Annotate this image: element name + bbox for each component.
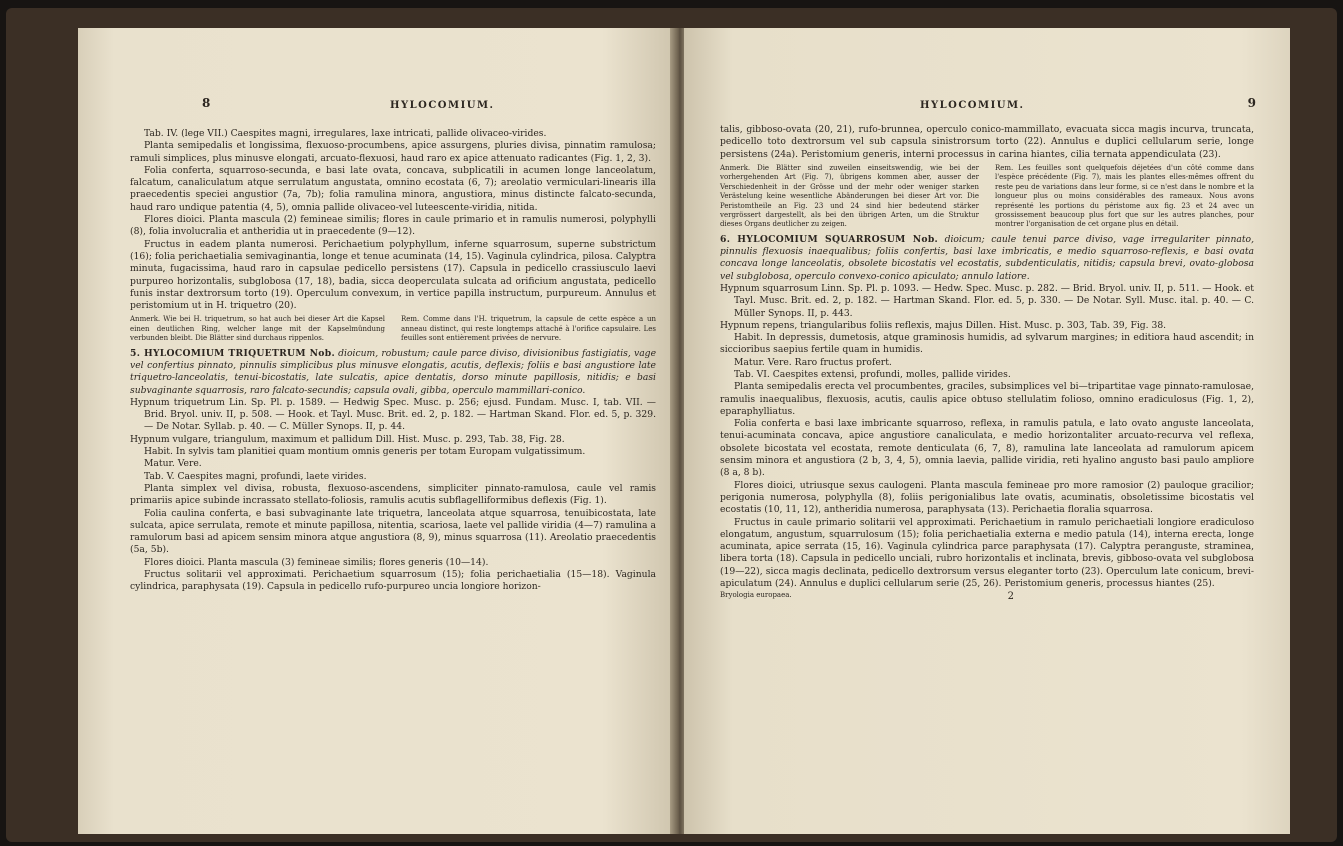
page-footer — [720, 591, 1254, 602]
bilingual-notes — [720, 164, 1254, 230]
note-german: Anmerk. Die Blätter sind zuweilen einseitswendig, wie bei der vorhergehenden Art (Fig. 7), übrigens kommen aber, ausser der Verschiedenheit in der Grösse und der mehr oder weniger starken Verästelung keine wesentliche Abänderungen bei dieser Art vor. Die Peristomtheile an Fig. 23 und 24 sind hier bedeutend stärker vergrössert dargestellt, als bei den übrigen Arten, um die Struktur dieses Organs deutlicher zu zeigen. — [720, 163, 979, 229]
right-page — [684, 28, 1290, 834]
note-french: Rem. Les feuilles sont quelquefois déjetées d'un côté comme dans l'espèce précédente (Fig. 7), mais les plantes elles-mêmes offrent du reste peu de variations dans leur forme, si ce n'est dans le nombre et la longueur plus ou moins considérables des rameaux. Nous avons représenté les portions du péristome aux fig. 23 et 24 avec un grossissement beaucoup plus fort que sur les autres planches, pour montrer l'organisation de cet organe plus en détail. — [995, 163, 1254, 229]
book-spread — [6, 8, 1337, 842]
running-head: HYLOCOMIUM. — [390, 100, 495, 111]
habitat: Habit. In depressis, dumetosis, atque graminosis humidis, ad sylvarum margines; in editiora haud ascendit; in siccioribus saepius fertile quam in humidis. — [720, 332, 1254, 356]
page-number: 9 — [1247, 96, 1256, 110]
page-number: 8 — [202, 96, 211, 110]
paragraph: Planta semipedalis erecta vel procumbentes, graciles, subsimplices vel bi—tripartitae vage pinnato-ramulosae, ramulis inaequalibus, flexuosis, acutis, caulis apice obtuso stellulatim folioso, omnino eradiculosus (Fig. 1, 2), eparaphylliatus. — [720, 381, 1254, 417]
note-german: Anmerk. Wie bei H. triquetrum, so hat auch bei dieser Art die Kapsel einen deutlichen Ring, welcher lange mit der Kapselmündung verbunden bleibt. Die Blätter sind durchaus rippenlos. — [130, 315, 385, 343]
paragraph: Tab. V. Caespites magni, profundi, laete virides. — [144, 470, 367, 482]
paragraph: talis, gibboso-ovata (20, 21), rufo-brunnea, operculo conico-mammillato, evacuata sicca magis incurva, truncata, pedicello toto dextrorsum vel sub capsula sinistrorsum torto (22). Annulus e duplici cellularum serie, longe persistens (24a). Peristomium generis, interni processus in carina hiantes, cilia ternata appendiculata (23). — [720, 124, 1254, 160]
species-entry — [130, 348, 656, 397]
synonyms: Hypnum repens, triangularibus foliis reflexis, majus Dillen. Hist. Musc. p. 303, Tab. 39, Fig. 38. — [720, 319, 1167, 331]
paragraph: Tab. VI. Caespites extensi, profundi, molles, pallide virides. — [734, 369, 1011, 380]
paragraph: Tab. IV. (lege VII.) Caespites magni, irregulares, laxe intricati, pallide olivaceo-virides. — [144, 128, 547, 139]
paragraph: Flores dioici. Planta mascula (2) femineae similis; flores in caule primario et in ramulis numerosi, polyphylli (8), folia involucralia et antheridia ut in praecedente (9—12). — [130, 214, 656, 238]
left-text-column — [130, 128, 656, 594]
paragraph: Fructus in eadem planta numerosi. Perichaetium polyphyllum, inferne squarrosum, superne substrictum (16); folia perichaetialia semivaginantia, longe et tenue acuminata (14, 15). Vaginula cylindrica, pilosa. Calyptra minuta, fugacissima, haud raro in capsulae pedicello persistens (17). Capsula in pedicello crassiusculo laevi purpureo horizontalis, subglobosa (17, 18), badia, sicca deoperculata sulcata ad orificium angustata, pedicello funis instar dextrorsum torto (19). Operculum convexum, in vertice papilla instructum, purpureum. Annulus et peristomium ut in H. triquetro (20). — [130, 238, 656, 312]
species-title: 5. HYLOCOMIUM TRIQUETRUM Nob. — [130, 347, 335, 359]
note-french: Rem. Comme dans l'H. triquetrum, la capsule de cette espèce a un anneau distinct, qui reste longtemps attaché à l'orifice capsulaire. Les feuilles sont entièrement privées de nervure. — [401, 315, 656, 343]
paragraph: Planta simplex vel divisa, robusta, flexuoso-ascendens, simpliciter pinnato-ramulosa, caule vel ramis primariis apice subinde incrassato stellato-foliosis, ramulis acutis subflagelliformibus deflexis (Fig. 1). — [130, 482, 656, 507]
maturity: Matur. Vere. — [144, 458, 202, 470]
paragraph: Fructus solitarii vel approximati. Perichaetium squarrosum (15); folia perichaetialia (15—18). Vaginula cylindrica, paraphysata (19). Capsula in pedicello rufo-purpureo uncia longiore horizon- — [130, 569, 656, 593]
species-diagnosis: dioicum, robustum; caule parce diviso, divisionibus fastigiatis, vage vel confertius pinnato, pinnulis simplicibus plus minusve elongatis, acutis, deflexis; foliis e basi angustiore late triquetro-lanceolatis, tenui-bicostatis, late sulcatis, apice dentatis, dorso minute papillosis, nitidis; e basi subvaginante squarrosis, raro falcato-secundis; capsula ovali, gibba, operculo mammillari-conico. — [130, 347, 656, 396]
synonyms: Hypnum vulgare, triangulum, maximum et pallidum Dill. Hist. Musc. p. 293, Tab. 38, Fig. 28. — [130, 433, 565, 445]
synonyms: Hypnum squarrosum Linn. Sp. Pl. p. 1093. — Hedw. Spec. Musc. p. 282. — Brid. Bryol. univ. II, p. 511. — Hook. et Tayl. Musc. Brit. ed. 2, p. 182. — Hartman Skand. Flor. ed. 5, p. 330. — De Notar. Syll. Musc. ital. p. 40. — C. Müller Synops. II, p. 443. — [720, 282, 1254, 319]
paragraph: Folia conferta, squarroso-secunda, e basi late ovata, concava, subplicatili in acumen longe lanceolatum, falcatum, canaliculatum atque serrulatum angustata, omnino ecostata (6, 7); areolatio vermiculari-linearis illa praecedentis speciei angustior (7a, 7b); folia ramulina minora, angustiora, minus distincte falcato-secunda, haud raro undique patentia (4, 5), omnia pallide olivaceo-vel luteescente-viridia, nitida. — [130, 164, 656, 213]
paragraph: Planta semipedalis et longissima, flexuoso-procumbens, apice assurgens, pluries divisa, pinnatim ramulosa; ramuli simplices, plus minusve elongati, arcuato-flexuosi, haud raro ex apice attenuato radicantes (Fig. 1, 2, 3). — [130, 140, 656, 164]
paragraph: Flores dioici, utriusque sexus caulogeni. Planta mascula femineae pro more ramosior (2) pauloque gracilior; perigonia numerosa, polyphylla (8), foliis perigonialibus late ovatis, acuminatis, obsoletissime bicostatis vel ecostatis (10, 11, 12), antheridia numerosa, paraphysata (13). Perichaetia floralia squarrosa. — [720, 479, 1254, 516]
paragraph: Flores dioici. Planta mascula (3) femineae similis; flores generis (10—14). — [144, 556, 489, 568]
signature-mark: 2 — [1007, 591, 1014, 603]
paragraph: Folia caulina conferta, e basi subvaginante late triquetra, lanceolata atque squarrosa, tenuibicostata, late sulcata, apice serrulata, remote et minute papillosa, nitentia, scariosa, laete vel pallide viridia (4—7) ramulina a ramulorum basi ad apicem sensim minora atque angustiora (8, 9), minus squarrosa (11). Areolatio praecedentis (5a, 5b). — [130, 507, 656, 556]
synonyms: Hypnum triquetrum Lin. Sp. Pl. p. 1589. — Hedwig Spec. Musc. p. 256; ejusd. Fundam. Musc. I, tab. VII. — Brid. Bryol. univ. II, p. 508. — Hook. et Tayl. Musc. Brit. ed. 2, p. 182. — Hartman Skand. Flor. ed. 5, p. 329. — De Notar. Syllab. p. 40. — C. Müller Synops. II, p. 44. — [130, 396, 656, 433]
paragraph: Fructus in caule primario solitarii vel approximati. Perichaetium in ramulo perichaetiali longiore eradiculoso elongatum, angustum, squarrulosum (15); folia perichaetialia externa e medio patula (14), interna erecta, longe acuminata, apice serrata (15, 16). Vaginula cylindrica parce paraphysata (17). Calyptra peranguste, straminea, libera torta (18). Capsula in pedicello unciali, rubro horizontalis et inclinata, brevis, gibboso-ovata vel subglobosa (19—22), sicca magis declinata, pedicello dextrorsum versus eleganter torto (23). Operculum late conicum, brevi-apiculatum (24). Annulus e duplici cellularum serie (25, 26). Peristomium generis, processus hiantes (25). — [720, 516, 1254, 590]
bilingual-notes — [130, 315, 656, 343]
species-diagnosis: dioicum; caule tenui parce diviso, vage irregulariter pinnato, pinnulis flexuosis inaequalibus; foliis confertis, basi laxe imbricatis, e medio squarroso-reflexis, e basi ovata concava longe lanceolatis, obsolete bicostatis vel ecostatis, subdenticulatis, nitidis; capsula brevi, ovato-globosa vel subglobosa, operculo convexo-conico apiculato; annulo latiore. — [720, 233, 1255, 282]
paragraph: Folia conferta e basi laxe imbricante squarroso, reflexa, in ramulis patula, e lato ovato anguste lanceolata, tenui-acuminata concava, apice angustiore canaliculata, e medio horizontaliter arcuato-recurva vel reflexa, obsolete bicostata vel ecostata, remote denticulata (6, 7, 8), ramulina late lanceolata ad ramulorum apicem sensim minora et angustiora (2 b, 3, 4, 5), omnia laevia, pallide viridia, reti hyalino angusto basi paulo ampliore (8 a, 8 b). — [720, 418, 1254, 479]
left-page — [78, 28, 674, 834]
right-text-column — [720, 124, 1254, 602]
maturity: Matur. Vere. Raro fructus profert. — [734, 356, 892, 368]
footer-title: Bryologia europaea. — [720, 591, 792, 600]
running-head: HYLOCOMIUM. — [920, 100, 1025, 111]
habitat: Habit. In sylvis tam planitiei quam montium omnis generis per totam Europam vulgatissimum. — [144, 446, 586, 458]
species-title: 6. HYLOCOMIUM SQUARROSUM Nob. — [720, 233, 939, 245]
species-entry — [720, 234, 1254, 283]
